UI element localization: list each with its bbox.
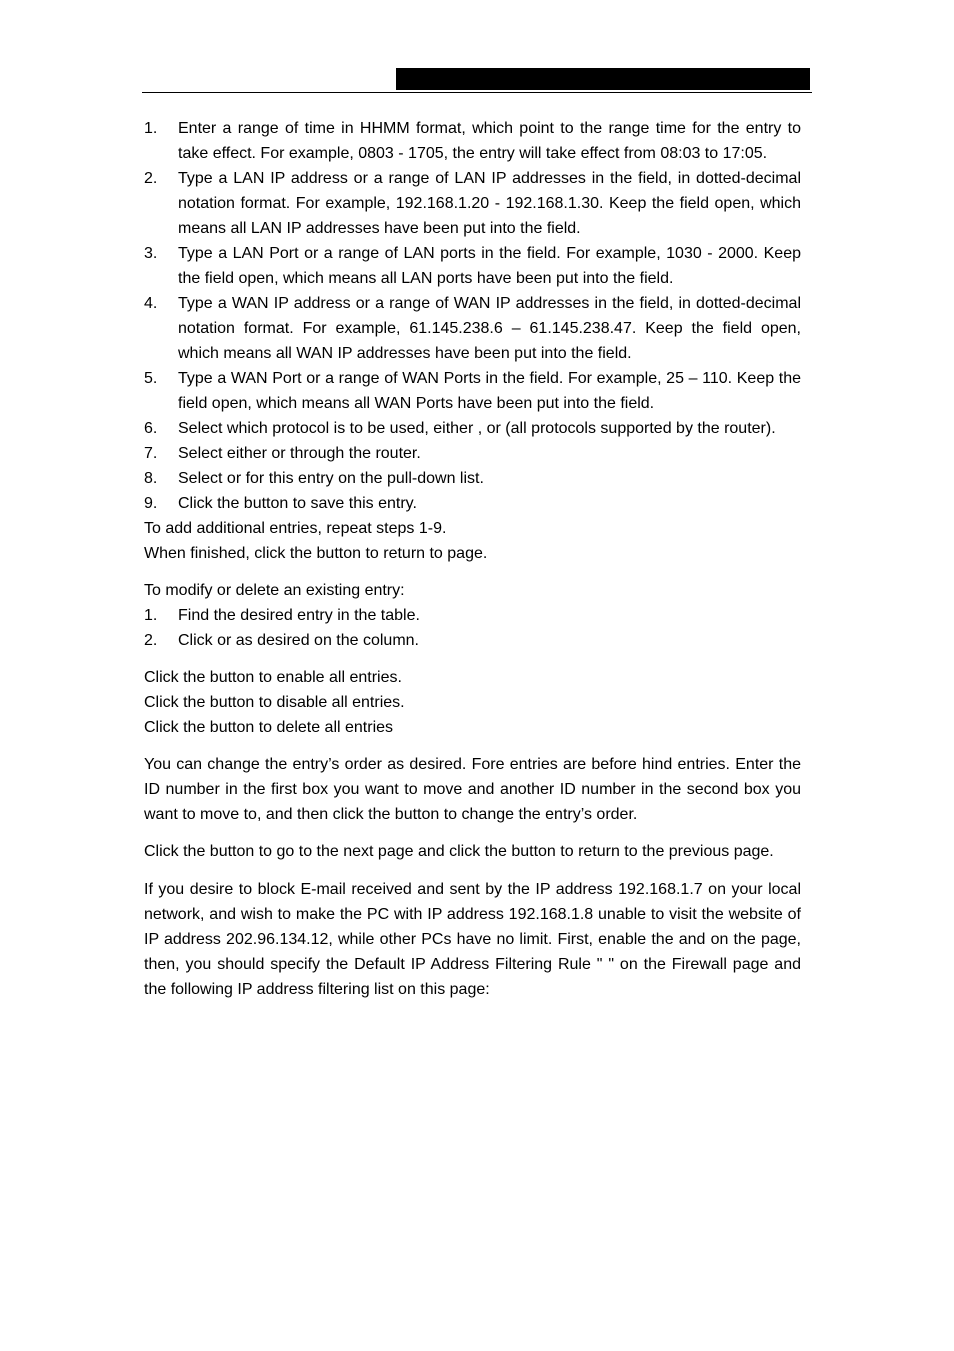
step-item: 4. Type a WAN IP address or a range of WAN IP addresses in the field, in dotted-decimal notation format. For example, 61.145.238.6 – 61.145.238.47. Keep the field open, which means all WAN IP addresses have been put into the field. bbox=[144, 295, 801, 362]
modify-step: 2. Click or as desired on the column. bbox=[144, 632, 419, 649]
header-rule bbox=[142, 92, 812, 93]
step-item: 3. Type a LAN Port or a range of LAN ports in the field. For example, 1030 - 2000. Keep the field open, which means all LAN ports have been put into the field. bbox=[144, 245, 801, 287]
step-item: 9. Click the button to save this entry. bbox=[144, 495, 417, 512]
step-item: 6. Select which protocol is to be used, either , or (all protocols supported by the router). bbox=[144, 420, 776, 437]
step-text: Click the button to save this entry. bbox=[178, 495, 417, 512]
modify-step: 1. Find the desired entry in the table. bbox=[144, 607, 420, 624]
steps-list bbox=[144, 116, 801, 516]
modify-intro: To modify or delete an existing entry: bbox=[144, 582, 405, 599]
delete-all-note: Click the button to delete all entries bbox=[144, 719, 394, 736]
paging-note: Click the button to go to the next page and click the button to return to the previous page. bbox=[144, 843, 774, 860]
step-item: 2. Type a LAN IP address or a range of LAN IP addresses in the field, in dotted-decimal notation format. For example, 192.168.1.20 - 192.168.1.30. Keep the field open, which means all LAN IP addresses have been put into the field. bbox=[144, 170, 801, 237]
step-text: Type a LAN Port or a range of LAN ports in the field. For example, 1030 - 2000. Keep the field open, which means all LAN ports have been put into the field. bbox=[178, 245, 801, 287]
disable-all-note: Click the button to disable all entries. bbox=[144, 694, 405, 711]
step-text: Select or for this entry on the pull-down list. bbox=[178, 470, 484, 487]
step-text: Type a WAN IP address or a range of WAN IP addresses in the field, in dotted-decimal notation format. For example, 61.145.238.6 – 61.145.238.47. Keep the field open, which means all WAN IP addresses have been put into the field. bbox=[178, 295, 801, 362]
step-text: Select which protocol is to be used, either , or (all protocols supported by the router). bbox=[178, 420, 776, 437]
page-content bbox=[144, 116, 801, 1002]
enable-all-note: Click the button to enable all entries. bbox=[144, 669, 402, 686]
finish-note: When finished, click the button to return to page. bbox=[144, 545, 488, 562]
step-item: 1. Enter a range of time in HHMM format, which point to the range time for the entry to take effect. For example, 0803 - 1705, the entry will take effect from 08:03 to 17:05. bbox=[144, 120, 801, 162]
add-note: To add additional entries, repeat steps 1-9. bbox=[144, 520, 447, 537]
step-item: 8. Select or for this entry on the pull-down list. bbox=[144, 470, 484, 487]
step-text: Enter a range of time in HHMM format, which point to the range time for the entry to take effect. For example, 0803 - 1705, the entry will take effect from 08:03 to 17:05. bbox=[178, 120, 801, 162]
step-text: Type a LAN IP address or a range of LAN IP addresses in the field, in dotted-decimal notation format. For example, 192.168.1.20 - 192.168.1.30. Keep the field open, which means all LAN IP addresses have been put into the field. bbox=[178, 170, 801, 237]
step-text: Select either or through the router. bbox=[178, 445, 421, 462]
header-bar bbox=[396, 68, 810, 90]
step-text: Type a WAN Port or a range of WAN Ports in the field. For example, 25 – 110. Keep the field open, which means all WAN Ports have been put into the field. bbox=[178, 370, 801, 412]
example-note: If you desire to block E-mail received and sent by the IP address 192.168.1.7 on your local network, and wish to make the PC with IP address 192.168.1.8 unable to visit the website of IP address 202.96.134.12, while other PCs have no limit. First, enable the and on the page, then, you should specify the Default IP Address Filtering Rule " " on the Firewall page and the following IP address filtering list on this page: bbox=[144, 881, 801, 998]
step-item: 7. Select either or through the router. bbox=[144, 445, 421, 462]
step-item: 5. Type a WAN Port or a range of WAN Ports in the field. For example, 25 – 110. Keep the field open, which means all WAN Ports have been put into the field. bbox=[144, 370, 801, 412]
order-note: You can change the entry’s order as desired. Fore entries are before hind entries. Enter the ID number in the first box you want to move and another ID number in the second box you want to move to, and then click the button to change the entry’s order. bbox=[144, 756, 801, 823]
